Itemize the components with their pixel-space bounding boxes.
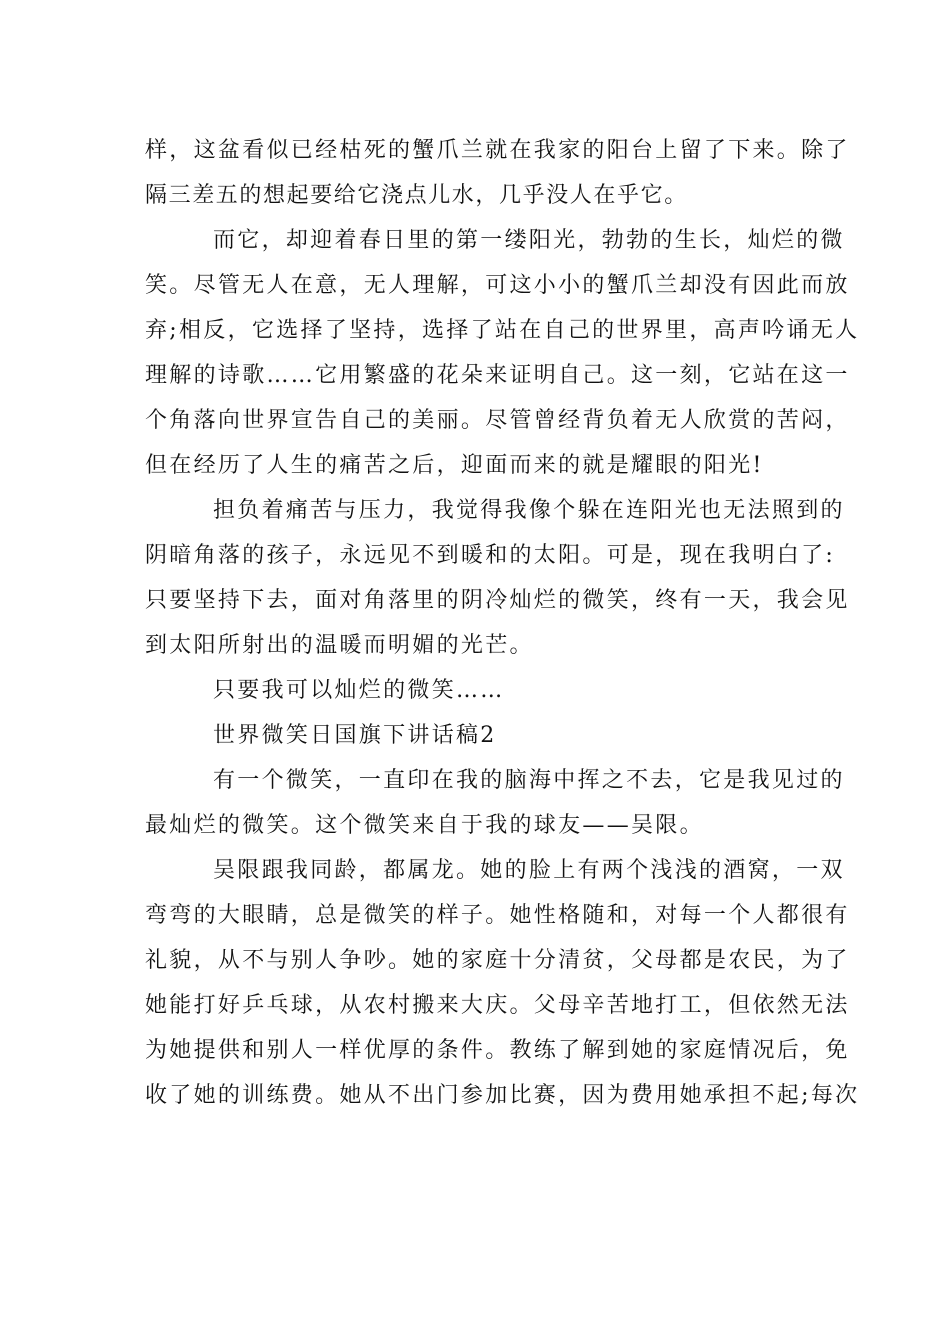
text-line: 阴暗角落的孩子，永远见不到暖和的太阳。可是，现在我明白了: (145, 543, 836, 568)
text-line: 笑。尽管无人在意，无人理解，可这小小的蟹爪兰却没有因此而放 (145, 273, 850, 298)
text-line: 理解的诗歌……它用繁盛的花朵来证明自己。这一刻，它站在这一 (145, 363, 850, 388)
text-line: 只要坚持下去，面对角落里的阴冷灿烂的微笑，终有一天，我会见 (145, 588, 850, 613)
paragraph-start-line: 而它，却迎着春日里的第一缕阳光，勃勃的生长，灿烂的微 (213, 228, 845, 253)
text-line: 弯弯的大眼睛，总是微笑的样子。她性格随和，对每一个人都很有 (145, 903, 850, 928)
text-line: 为她提供和别人一样优厚的条件。教练了解到她的家庭情况后，免 (145, 1038, 850, 1063)
text-line: 但在经历了人生的痛苦之后，迎面而来的就是耀眼的阳光! (145, 453, 764, 478)
text-line: 个角落向世界宣告自己的美丽。尽管曾经背负着无人欣赏的苦闷， (145, 408, 850, 433)
paragraph-start-line: 担负着痛苦与压力，我觉得我像个躲在连阳光也无法照到的 (213, 498, 845, 523)
text-line: 最灿烂的微笑。这个微笑来自于我的球友——吴限。 (145, 813, 704, 838)
document-body (145, 128, 860, 1118)
paragraph-start-line: 有一个微笑，一直印在我的脑海中挥之不去，它是我见过的 (213, 768, 845, 793)
text-line: 礼貌，从不与别人争吵。她的家庭十分清贫，父母都是农民，为了 (145, 948, 850, 973)
section-heading: 世界微笑日国旗下讲话稿2 (213, 723, 497, 748)
paragraph-start-line: 只要我可以灿烂的微笑…… (213, 678, 505, 703)
text-line: 到太阳所射出的温暖而明媚的光芒。 (145, 633, 534, 658)
text-line: 隔三差五的想起要给它浇点儿水，几乎没人在乎它。 (145, 183, 688, 208)
text-line: 她能打好乒乓球，从农村搬来大庆。父母辛苦地打工，但依然无法 (145, 993, 850, 1018)
text-line: 弃;相反，它选择了坚持，选择了站在自己的世界里，高声吟诵无人 (145, 318, 860, 343)
paragraph-start-line: 吴限跟我同龄，都属龙。她的脸上有两个浅浅的酒窝，一双 (213, 858, 845, 883)
text-line: 收了她的训练费。她从不出门参加比赛，因为费用她承担不起;每次 (145, 1083, 860, 1108)
text-line: 样，这盆看似已经枯死的蟹爪兰就在我家的阳台上留了下来。除了 (145, 138, 850, 163)
